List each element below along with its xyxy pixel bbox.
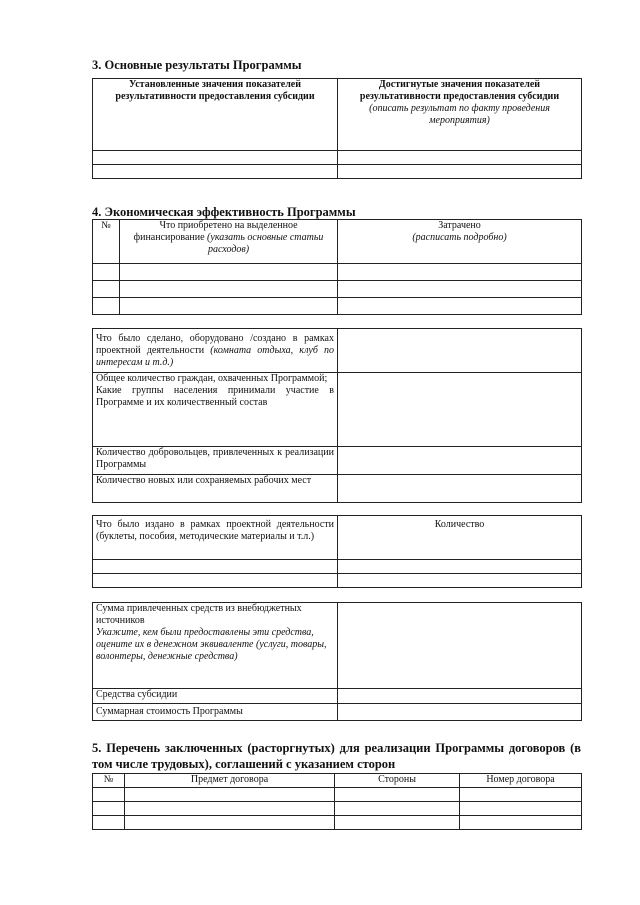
table-cell[interactable] <box>120 281 338 298</box>
table-row <box>93 788 582 802</box>
jobs-label: Количество новых или сохраняемых рабочих мест <box>93 475 338 503</box>
total-cost-value-cell[interactable] <box>338 704 582 721</box>
table-cell[interactable] <box>120 264 338 281</box>
table-row <box>93 603 582 689</box>
table-cell[interactable] <box>93 816 125 830</box>
contracts-table <box>92 773 582 830</box>
table-row <box>93 574 582 588</box>
extra-funds-label: Сумма привлеченных средств из внебюджетных источников <box>96 603 302 626</box>
spent-note: (расписать подробно) <box>412 232 507 243</box>
table-cell[interactable] <box>120 298 338 315</box>
table-cell[interactable] <box>335 816 460 830</box>
created-value-cell[interactable] <box>338 329 582 373</box>
table-row <box>93 704 582 721</box>
quantity-header: Количество <box>338 516 582 560</box>
table-cell[interactable] <box>93 574 338 588</box>
contract-subject-header: Предмет договора <box>125 774 335 788</box>
table-cell[interactable] <box>460 788 582 802</box>
participants-label-cell <box>93 373 338 447</box>
table-row <box>93 689 582 704</box>
table-row <box>93 165 582 179</box>
table-cell[interactable] <box>93 151 338 165</box>
volunteers-label: Количество добровольцев, привлеченных к реализации Программы <box>93 447 338 475</box>
table-row <box>93 264 582 281</box>
subsidy-value-cell[interactable] <box>338 689 582 704</box>
extra-funds-value-cell[interactable] <box>338 603 582 689</box>
expenses-table <box>92 219 582 315</box>
publications-table <box>92 515 582 588</box>
table-row <box>93 560 582 574</box>
table-cell[interactable] <box>335 788 460 802</box>
table-row <box>93 151 582 165</box>
table-header-row <box>93 220 582 264</box>
table-cell[interactable] <box>93 165 338 179</box>
table-cell[interactable] <box>93 298 120 315</box>
created-note: (комната отдыха, клуб по интересам и т.д.) <box>96 345 334 368</box>
table-cell[interactable] <box>93 802 125 816</box>
contract-number-col-header: № <box>93 774 125 788</box>
table-cell[interactable] <box>125 788 335 802</box>
volunteers-value-cell[interactable] <box>338 447 582 475</box>
table-cell[interactable] <box>338 574 582 588</box>
purchased-label: Что приобретено на выделенное финансирование <box>133 220 298 243</box>
participants-total-label: Общее количество граждан, охваченных Программой; <box>96 373 328 384</box>
table-cell[interactable] <box>338 151 582 165</box>
funding-table <box>92 602 582 721</box>
table-row <box>93 329 582 373</box>
total-cost-label: Суммарная стоимость Программы <box>93 704 338 721</box>
table-row <box>93 447 582 475</box>
table-cell[interactable] <box>338 165 582 179</box>
indicators-set-header: Установленные значения показателей результативности предоставления субсидии <box>93 79 338 151</box>
table-row <box>93 373 582 447</box>
purchased-header <box>120 220 338 264</box>
table-header-row <box>93 516 582 560</box>
table-cell[interactable] <box>125 816 335 830</box>
table-cell[interactable] <box>125 802 335 816</box>
table-row <box>93 475 582 503</box>
created-label-cell <box>93 329 338 373</box>
indicators-achieved-label: Достигнутые значения показателей результативности предоставления субсидии <box>359 79 560 102</box>
results-table <box>92 78 582 179</box>
table-cell[interactable] <box>93 788 125 802</box>
spent-header <box>338 220 582 264</box>
spent-label: Затрачено <box>438 220 481 231</box>
table-row <box>93 281 582 298</box>
table-cell[interactable] <box>335 802 460 816</box>
contract-parties-header: Стороны <box>335 774 460 788</box>
number-header: № <box>93 220 120 264</box>
participants-value-cell[interactable] <box>338 373 582 447</box>
extra-funds-label-cell <box>93 603 338 689</box>
table-cell[interactable] <box>338 298 582 315</box>
outcomes-table <box>92 328 582 503</box>
jobs-value-cell[interactable] <box>338 475 582 503</box>
indicators-achieved-header <box>338 79 582 151</box>
table-row <box>93 298 582 315</box>
table-cell[interactable] <box>460 816 582 830</box>
subsidy-label: Средства субсидии <box>93 689 338 704</box>
extra-funds-note: Укажите, кем были предоставлены эти средства, оцените их в денежном эквиваленте (услуги, товары, волонтеры, денежные средства) <box>96 627 327 662</box>
indicators-achieved-note: (описать результат по факту проведения мероприятия) <box>369 103 550 126</box>
table-cell[interactable] <box>338 264 582 281</box>
created-label: Что было сделано, оборудовано /создано в рамках проектной деятельности <box>96 333 334 356</box>
table-row <box>93 816 582 830</box>
participants-groups-label: Какие группы населения принимали участие в Программе и их количественный состав <box>96 385 334 408</box>
purchased-note: (указать основные статьи расходов) <box>207 232 324 255</box>
section-3-title: 3. Основные результаты Программы <box>92 58 302 72</box>
table-cell[interactable] <box>460 802 582 816</box>
publications-header: Что было издано в рамках проектной деятельности (буклеты, пособия, методические материалы и т.л.) <box>93 516 338 560</box>
table-header-row <box>93 79 582 151</box>
contract-number-header: Номер договора <box>460 774 582 788</box>
table-cell[interactable] <box>338 560 582 574</box>
section-5-title: 5. Перечень заключенных (расторгнутых) для реализации Программы договоров (в том числе трудовых), соглашений с указанием сторон <box>92 741 581 771</box>
table-cell[interactable] <box>93 281 120 298</box>
table-cell[interactable] <box>93 264 120 281</box>
section-4-title: 4. Экономическая эффективность Программы <box>92 205 356 219</box>
table-row <box>93 802 582 816</box>
table-header-row <box>93 774 582 788</box>
table-cell[interactable] <box>93 560 338 574</box>
table-cell[interactable] <box>338 281 582 298</box>
